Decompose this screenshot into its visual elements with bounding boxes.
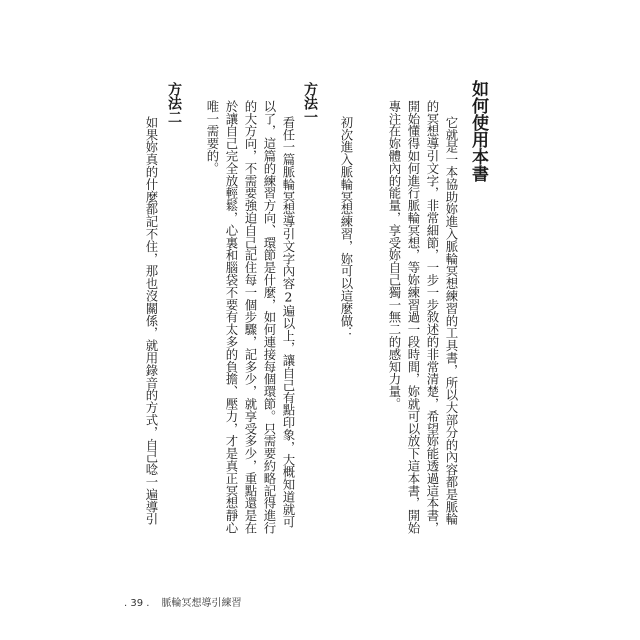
intro-line-2: 的冥想導引文字，非常細節，一步一步敘述的非常清楚，希望妳能透過這本書， [425, 100, 440, 534]
method1-line-1: 看任一篇脈輪冥想導引文字內容2遍以上，讓自己有點印象，大概知道就可 [281, 116, 296, 528]
intro-line-1: 它就是一本協助妳進入脈輪冥想練習的工具書，所以大部分的內容都是脈輪 [444, 116, 459, 526]
page-number: . 39 . [124, 598, 150, 609]
method1-line-2: 以了，這篇的練習方向、環節是什麼，如何連接每個環節。只需要約略記得進行 [262, 100, 277, 534]
method1-heading: 方法一 [302, 82, 318, 124]
intro-line-4: 專注在妳體內的能量，享受妳自己獨一無二的感知力量。 [387, 100, 402, 410]
section-title: 如何使用本書 [468, 80, 488, 182]
method1-line-5: 唯一需要的。 [205, 100, 220, 175]
method1-line-4: 於讓自己完全放輕鬆，心裏和腦袋不要有太多的負擔、壓力，才是真正冥想靜心 [224, 100, 239, 534]
method2-heading: 方法二 [166, 82, 182, 124]
method1-line-3: 的大方向，不需要強迫自己記住每一個步驟，記多少，就享受多少，重點還是在 [243, 100, 258, 534]
method2-line-1: 如果妳真的什麼都記不住，那也沒關係，就用錄音的方式，自己唸一遍導引 [144, 116, 159, 526]
page-footer [124, 594, 241, 609]
running-title: 脈輪冥想導引練習 [161, 598, 242, 609]
intro-line-3: 開始懂得如何進行脈輪冥想，等妳練習過一段時間，妳就可以放下這本書，開始 [406, 100, 421, 534]
lead-in-text: 初次進入脈輪冥想練習，妳可以這麼做： [339, 116, 354, 340]
